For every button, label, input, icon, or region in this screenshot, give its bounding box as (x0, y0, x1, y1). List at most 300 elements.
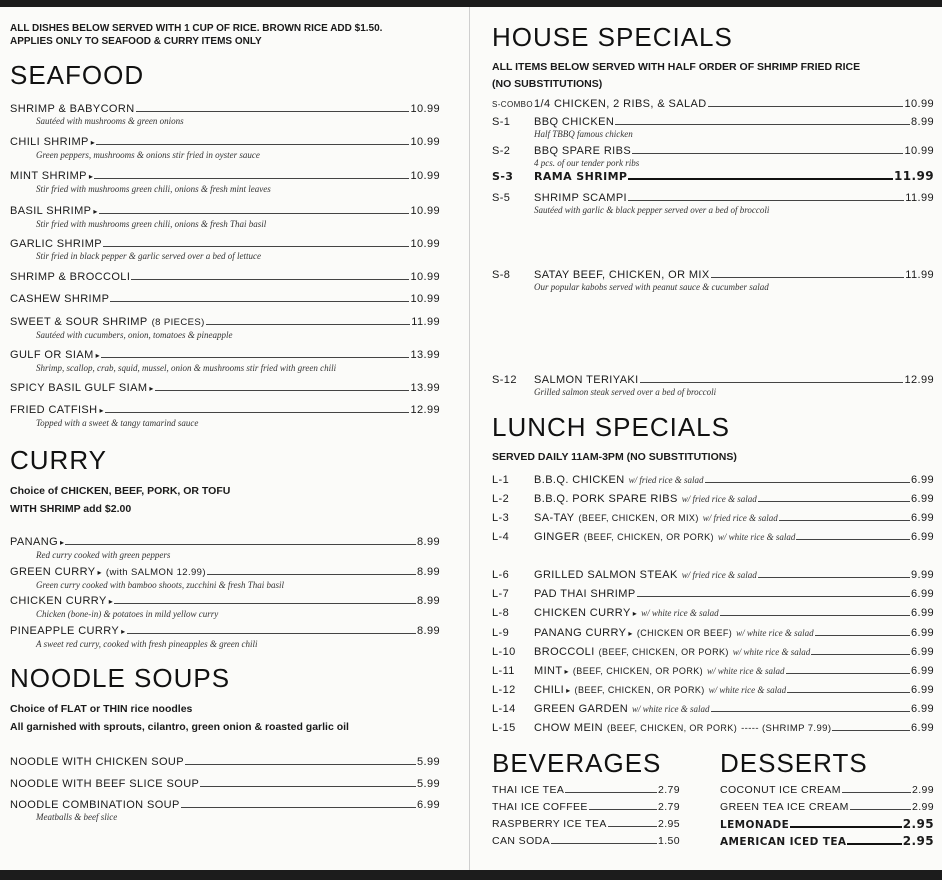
item-price: 6.99 (910, 607, 934, 619)
item-description: A sweet red curry, cooked with fresh pineapples & green chili (36, 639, 258, 649)
item-price: 6.99 (910, 703, 934, 715)
menu-item-line (10, 292, 440, 306)
menu-item-line (10, 169, 440, 184)
menu-item (492, 268, 934, 293)
item-description: 4 pcs. of our tender pork ribs (534, 158, 640, 168)
menu-item (492, 834, 680, 848)
item-description: Green curry cooked with bamboo shoots, zucchini & fresh Thai basil (36, 580, 285, 590)
menu-item-line (720, 834, 934, 849)
menu-item-line (492, 817, 680, 831)
menu-item-line (10, 594, 440, 609)
item-price: 2.99 (911, 784, 934, 796)
item-description: Meatballs & beef slice (36, 812, 118, 822)
menu-item (10, 755, 440, 769)
menu-item (720, 834, 934, 849)
menu-item-line (492, 97, 934, 112)
item-price: 10.99 (904, 145, 934, 157)
chili-pepper-icon: ▸ (99, 406, 104, 415)
item-price: 13.99 (410, 349, 440, 361)
item-sides: w/ fried rice & salad (681, 494, 757, 504)
item-name: CHILI SHRIMP (10, 136, 89, 148)
menu-item (492, 492, 934, 506)
item-price: 6.99 (910, 493, 934, 505)
item-price: 6.99 (910, 684, 934, 696)
menu-item-line (492, 473, 934, 487)
dotted-leader (181, 807, 416, 808)
desserts-heading: DESSERTS (720, 748, 868, 778)
dotted-leader (105, 412, 410, 413)
item-options: (BEEF, CHICKEN, OR PORK) (583, 532, 714, 542)
item-price: 2.95 (902, 817, 934, 831)
item-price: 12.99 (904, 374, 934, 386)
item-price: 8.99 (416, 595, 440, 607)
item-price: 6.99 (416, 799, 440, 811)
menu-item (720, 817, 934, 832)
rice-notice (10, 22, 440, 48)
item-name: THAI ICE TEA (492, 784, 565, 796)
dotted-leader (589, 809, 657, 810)
menu-item (10, 535, 440, 561)
dotted-leader (131, 279, 409, 280)
item-price: 6.99 (910, 665, 934, 677)
item-name: BROCCOLI (534, 646, 595, 658)
item-name: SATAY BEEF, CHICKEN, OR MIX (534, 269, 710, 281)
item-name: NOODLE WITH BEEF SLICE SOUP (10, 778, 200, 790)
menu-item-line (492, 568, 934, 582)
noodle-garnish: All garnished with sprouts, cilantro, green onion & roasted garlic oil (10, 721, 349, 733)
noodle-choice: Choice of FLAT or THIN rice noodles (10, 703, 193, 715)
item-price: 10.99 (410, 238, 440, 250)
item-name: LEMONADE (720, 819, 790, 831)
item-name: SHRIMP SCAMPI (534, 192, 628, 204)
menu-item (492, 645, 934, 659)
chili-pepper-icon: ▸ (108, 597, 114, 606)
menu-item (492, 115, 934, 140)
item-description: Green peppers, mushrooms & onions stir fried in oyster sauce (36, 150, 260, 160)
dotted-leader (185, 764, 416, 765)
menu-item (492, 373, 934, 398)
chili-pepper-icon: ▸ (566, 686, 571, 695)
lunch-specials-notice (492, 450, 934, 465)
dotted-leader (711, 277, 905, 278)
item-description: Our popular kabobs served with peanut sauce & cucumber salad (534, 282, 769, 292)
menu-item-line (10, 135, 440, 150)
item-options: (BEEF, CHICKEN, OR PORK) (574, 685, 705, 695)
item-name: CHICKEN CURRY (534, 607, 631, 619)
item-name: FRIED CATFISH (10, 404, 98, 416)
menu-item-line (492, 645, 934, 659)
item-sides: w/ fried rice & salad (702, 513, 778, 523)
item-price: 6.99 (910, 722, 934, 734)
menu-item (10, 204, 440, 230)
item-name: CASHEW SHRIMP (10, 293, 110, 305)
chili-pepper-icon: ▸ (88, 172, 94, 181)
dotted-leader (94, 178, 409, 179)
item-price: 2.95 (902, 834, 934, 848)
item-code: L-10 (492, 646, 516, 658)
chili-pepper-icon: ▸ (564, 667, 569, 676)
item-name: SHRIMP & BROCCOLI (10, 271, 131, 283)
menu-item-line (10, 237, 440, 251)
item-name: GREEN GARDEN (534, 703, 629, 715)
item-name: B.B.Q. CHICKEN (534, 474, 625, 486)
item-sides: w/ white rice & salad (732, 647, 811, 657)
dotted-leader (127, 633, 416, 634)
menu-item-line (10, 624, 440, 639)
menu-item (492, 97, 934, 112)
menu-item-line (10, 348, 440, 363)
item-name: GINGER (534, 531, 580, 543)
item-name: NOODLE WITH CHICKEN SOUP (10, 756, 185, 768)
chili-pepper-icon: ▸ (149, 384, 154, 393)
item-name: AMERICAN ICED TEA (720, 836, 847, 848)
item-description: Stir fried with mushrooms green chili, onions & fresh Thai basil (36, 219, 267, 229)
menu-item (492, 721, 934, 736)
dotted-leader (136, 111, 410, 112)
menu-item (492, 626, 934, 641)
item-code: L-6 (492, 569, 510, 581)
menu-item-line (492, 530, 934, 544)
dotted-leader (632, 153, 903, 154)
item-code: L-3 (492, 512, 510, 524)
dotted-leader (640, 382, 904, 383)
dotted-leader (637, 596, 910, 597)
dotted-leader (65, 544, 416, 545)
item-name: BBQ SPARE RIBS (534, 145, 632, 157)
item-price: 10.99 (410, 271, 440, 283)
chili-pepper-icon: ▸ (628, 629, 633, 638)
menu-item-line (720, 800, 934, 814)
menu-item (492, 702, 934, 716)
seafood-heading: SEAFOOD (10, 60, 145, 90)
item-price: 6.99 (910, 627, 934, 639)
item-price: 2.79 (657, 784, 680, 796)
house-notice-line-1: ALL ITEMS BELOW SERVED WITH HALF ORDER OF SHRIMP FRIED RICE (492, 61, 861, 73)
item-description: Half TBBQ famous chicken (534, 129, 633, 139)
item-sides: w/ white rice & salad (736, 628, 814, 638)
item-name: NOODLE COMBINATION SOUP (10, 799, 180, 811)
item-name: GREEN CURRY (10, 566, 96, 578)
item-options: (CHICKEN OR BEEF) (636, 628, 733, 638)
menu-item-line (10, 204, 440, 219)
item-code: L-8 (492, 607, 510, 619)
item-sides: w/ white rice & salad (632, 704, 710, 714)
dotted-leader (110, 301, 409, 302)
item-price: 5.99 (416, 756, 440, 768)
dotted-leader (711, 711, 910, 712)
item-price: 10.99 (410, 205, 440, 217)
house-specials-heading: HOUSE SPECIALS (492, 22, 733, 52)
item-description: Sautéed with mushrooms & green onions (36, 116, 184, 126)
chili-pepper-icon: ▸ (95, 351, 101, 360)
menu-item-line (492, 626, 934, 641)
menu-item-line (492, 800, 680, 814)
menu-item (492, 473, 934, 487)
item-name: PANANG CURRY (534, 627, 627, 639)
dotted-leader (720, 615, 910, 616)
dotted-leader (708, 106, 904, 107)
curry-heading: CURRY (10, 445, 107, 475)
item-name: MINT SHRIMP (10, 170, 87, 182)
dotted-leader (615, 124, 910, 125)
item-code: L-11 (492, 665, 515, 677)
item-description: Topped with a sweet & tangy tamarind sauce (36, 418, 199, 428)
item-options: (BEEF, CHICKEN, OR PORK) (572, 666, 704, 676)
menu-item (492, 800, 680, 814)
menu-item-line (492, 587, 934, 601)
menu-item (10, 565, 440, 591)
dotted-leader (206, 324, 411, 325)
dotted-leader (200, 786, 416, 787)
house-specials-notice (492, 60, 934, 92)
menu-item-line (492, 783, 680, 797)
dotted-leader (842, 792, 911, 793)
dotted-leader (758, 577, 910, 578)
item-description: Stir fried in black pepper & garlic served over a bed of lettuce (36, 251, 261, 261)
item-extra: (with SALMON 12.99) (105, 567, 206, 578)
item-code: S-8 (492, 269, 511, 281)
menu-item-line (10, 755, 440, 769)
dotted-leader (832, 730, 910, 731)
page-fold (469, 7, 470, 870)
dotted-leader (815, 635, 910, 636)
item-price: 6.99 (910, 588, 934, 600)
item-price: 1.50 (657, 835, 680, 847)
item-name: 1/4 CHICKEN, 2 RIBS, & SALAD (534, 98, 707, 110)
item-code: L-7 (492, 588, 510, 600)
rice-notice-line-2: APPLIES ONLY TO SEAFOOD & CURRY ITEMS ONLY (10, 36, 262, 47)
item-name: RAMA SHRIMP (534, 170, 628, 183)
menu-item (492, 587, 934, 601)
menu-item (10, 315, 440, 341)
item-sides: w/ white rice & salad (641, 608, 719, 618)
item-price: 13.99 (410, 382, 440, 394)
item-name: THAI ICE COFFEE (492, 801, 588, 813)
item-price: 11.99 (905, 192, 934, 204)
item-name: RASPBERRY ICE TEA (492, 818, 607, 830)
item-name: SALMON TERIYAKI (534, 374, 639, 386)
dotted-leader (786, 673, 910, 674)
item-price: 11.99 (905, 269, 934, 281)
menu-item-line (492, 721, 934, 736)
item-price: 9.99 (910, 569, 934, 581)
item-price: 10.99 (410, 136, 440, 148)
menu-item (492, 664, 934, 679)
menu-item-line (720, 817, 934, 832)
menu-item (10, 102, 440, 127)
menu-item (720, 800, 934, 814)
menu-item (492, 817, 680, 831)
menu-item-line (10, 565, 440, 580)
item-price: 10.99 (410, 293, 440, 305)
item-sides: w/ white rice & salad (717, 532, 796, 542)
noodle-options (10, 702, 440, 735)
item-code: L-9 (492, 627, 510, 639)
item-name: CHOW MEIN (534, 722, 603, 734)
item-code: S-2 (492, 145, 511, 157)
item-description: Stir fried with mushrooms green chili, onions & fresh mint leaves (36, 184, 271, 194)
menu-item (10, 270, 440, 284)
item-code: L-12 (492, 684, 516, 696)
item-price: 2.99 (911, 801, 934, 813)
dotted-leader (705, 482, 910, 483)
item-sides: w/ fried rice & salad (681, 570, 757, 580)
item-code: L-4 (492, 531, 510, 543)
item-name: BASIL SHRIMP (10, 205, 92, 217)
dotted-leader (628, 200, 904, 201)
menu-item (492, 783, 680, 797)
dotted-leader (155, 390, 410, 391)
item-name: PAD THAI SHRIMP (534, 588, 636, 600)
item-options: (BEEF, CHICKEN, OR MIX) (578, 513, 699, 523)
item-options: (BEEF, CHICKEN, OR PORK) (606, 723, 738, 733)
item-description: Shrimp, scallop, crab, squid, mussel, onion & mushrooms stir fried with green chili (36, 363, 337, 373)
item-sides: w/ white rice & salad (707, 666, 785, 676)
item-code: L-15 (492, 722, 516, 734)
menu-item (492, 568, 934, 582)
menu-item-line (492, 664, 934, 679)
house-notice-line-2: (NO SUBSTITUTIONS) (492, 78, 603, 90)
menu-item (492, 606, 934, 621)
item-price: 5.99 (416, 778, 440, 790)
dotted-leader (847, 843, 901, 845)
chili-pepper-icon: ▸ (121, 627, 126, 636)
item-price: 2.79 (657, 801, 680, 813)
item-name: B.B.Q. PORK SPARE RIBS (534, 493, 678, 505)
menu-item (10, 798, 440, 823)
item-price: 8.99 (416, 536, 440, 548)
item-price: 8.99 (416, 566, 440, 578)
menu-item-line (10, 535, 440, 550)
menu-item (10, 403, 440, 429)
item-name: CHICKEN CURRY (10, 595, 107, 607)
menu-item (492, 169, 934, 184)
dotted-leader (790, 826, 902, 828)
item-code: L-1 (492, 474, 510, 486)
item-name: CHILI (534, 684, 565, 696)
item-price: 6.99 (910, 531, 934, 543)
chili-pepper-icon: ▸ (97, 568, 102, 577)
menu-item-line (492, 702, 934, 716)
dotted-leader (99, 213, 410, 214)
menu-item (10, 237, 440, 262)
item-price: 8.99 (910, 116, 934, 128)
dotted-leader (850, 809, 911, 810)
menu-item-line (492, 492, 934, 506)
menu-item-line (492, 268, 934, 282)
dotted-leader (796, 539, 910, 540)
item-name: SWEET & SOUR SHRIMP (10, 316, 148, 328)
menu-item-line (492, 683, 934, 698)
item-price: 2.95 (657, 818, 680, 830)
menu-item (10, 381, 440, 396)
menu-item (10, 135, 440, 161)
curry-protein-choice: Choice of CHICKEN, BEEF, PORK, OR TOFU (10, 485, 231, 497)
menu-item-line (492, 169, 934, 184)
dotted-leader (207, 574, 416, 575)
item-price: 10.99 (904, 98, 934, 110)
item-description: Sautéed with garlic & black pepper served over a bed of broccoli (534, 205, 770, 215)
item-code: S-12 (492, 374, 517, 386)
menu-item (10, 169, 440, 195)
item-description: Red curry cooked with green peppers (36, 550, 171, 560)
item-description: Grilled salmon steak served over a bed of broccoli (534, 387, 717, 397)
item-code: S-COMBO (492, 100, 534, 109)
item-description: Chicken (bone-in) & potatoes in mild yellow curry (36, 609, 219, 619)
item-price: 10.99 (410, 103, 440, 115)
menu-item-line (492, 511, 934, 525)
menu-item-line (492, 373, 934, 387)
item-name: PANANG (10, 536, 59, 548)
dotted-leader (787, 692, 910, 693)
chili-pepper-icon: ▸ (632, 609, 638, 618)
chili-pepper-icon: ▸ (93, 207, 98, 216)
menu-item (10, 292, 440, 306)
chili-pepper-icon: ▸ (90, 138, 96, 147)
item-code: L-2 (492, 493, 510, 505)
item-code: S-3 (492, 170, 514, 183)
menu-item-line (492, 606, 934, 621)
item-price: 6.99 (910, 646, 934, 658)
item-name: COCONUT ICE CREAM (720, 784, 841, 796)
noodle-soups-heading: NOODLE SOUPS (10, 663, 231, 693)
menu-item-line (10, 403, 440, 418)
menu-item-line (492, 191, 934, 205)
dotted-leader (96, 144, 409, 145)
item-name: CAN SODA (492, 835, 551, 847)
menu-item (10, 777, 440, 791)
item-name: GRILLED SALMON STEAK (534, 569, 678, 581)
dotted-leader (101, 357, 409, 358)
menu-item-line (10, 102, 440, 116)
item-price: 6.99 (910, 474, 934, 486)
item-price: 10.99 (410, 170, 440, 182)
menu-item-line (492, 115, 934, 129)
item-options: (BEEF, CHICKEN, OR PORK) (598, 647, 729, 657)
item-name: BBQ CHICKEN (534, 116, 615, 128)
item-name: GARLIC SHRIMP (10, 238, 102, 250)
menu-item (492, 530, 934, 544)
item-code: S-1 (492, 116, 511, 128)
dotted-leader (551, 843, 657, 844)
dotted-leader (628, 178, 893, 180)
item-extra: (8 PIECES) (151, 317, 205, 328)
menu-item (10, 624, 440, 650)
item-name: GULF OR SIAM (10, 349, 94, 361)
chili-pepper-icon: ▸ (60, 538, 65, 547)
menu-item-line (10, 777, 440, 791)
item-description: Sautéed with cucumbers, onion, tomatoes & pineapple (36, 330, 233, 340)
dotted-leader (779, 520, 910, 521)
item-name: GREEN TEA ICE CREAM (720, 801, 849, 813)
item-code: S-5 (492, 192, 511, 204)
menu-item (492, 191, 934, 216)
menu-item (720, 783, 934, 797)
item-price: 8.99 (416, 625, 440, 637)
dotted-leader (565, 792, 657, 793)
menu-item (10, 594, 440, 620)
item-name: MINT (534, 665, 563, 677)
item-price: 6.99 (910, 512, 934, 524)
item-sides: w/ white rice & salad (708, 685, 787, 695)
item-name: PINEAPPLE CURRY (10, 625, 120, 637)
item-code: L-14 (492, 703, 516, 715)
item-extra: ----- (SHRIMP 7.99) (741, 723, 832, 734)
menu-item (492, 511, 934, 525)
menu-item-line (720, 783, 934, 797)
menu-item-line (10, 270, 440, 284)
dotted-leader (114, 603, 416, 604)
